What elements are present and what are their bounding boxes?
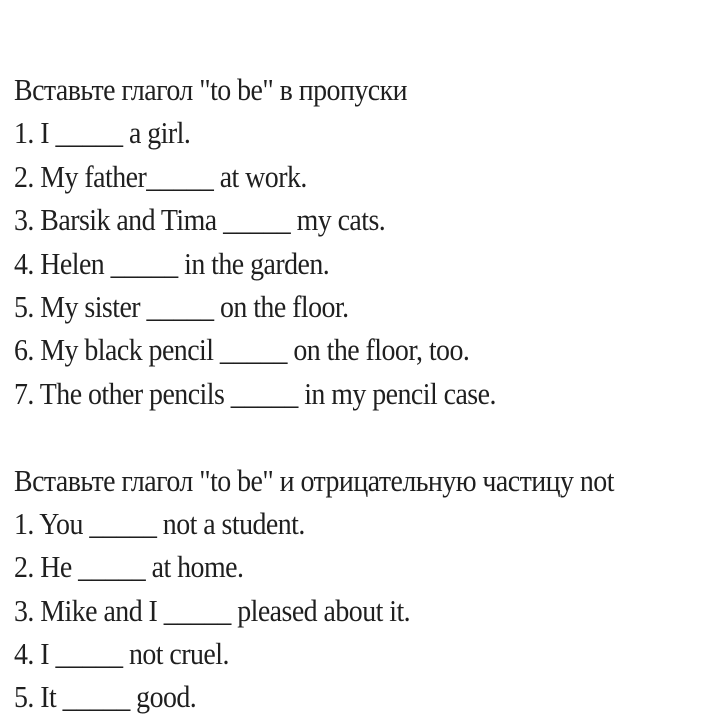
exercise-1-item-3: 3. Barsik and Tima _____ my cats. xyxy=(14,202,386,238)
exercise-2-item-5: 5. It _____ good. xyxy=(14,679,197,715)
exercise-sheet xyxy=(14,68,714,719)
exercise-section-2 xyxy=(14,459,714,719)
exercise-1-item-1: 1. I _____ a girl. xyxy=(14,115,191,151)
section-2-heading: Вставьте глагол "to be" и отрицательную частицу not xyxy=(14,462,614,498)
exercise-2-item-3: 3. Mike and I _____ pleased about it. xyxy=(14,592,411,628)
exercise-1-item-2: 2. My father_____ at work. xyxy=(14,158,307,194)
section-spacer xyxy=(14,415,714,458)
exercise-1-item-4: 4. Helen _____ in the garden. xyxy=(14,245,330,281)
exercise-2-item-4: 4. I _____ not cruel. xyxy=(14,636,229,672)
exercise-1-item-6: 6. My black pencil _____ on the floor, too. xyxy=(14,332,470,368)
exercise-2-item-1: 1. You _____ not a student. xyxy=(14,505,305,541)
section-1-heading: Вставьте глагол "to be" в пропуски xyxy=(14,72,407,107)
exercise-section-1 xyxy=(14,68,714,415)
exercise-1-item-7: 7. The other pencils _____ in my pencil case. xyxy=(14,375,496,411)
exercise-1-item-5: 5. My sister _____ on the floor. xyxy=(14,288,349,324)
exercise-2-item-2: 2. He _____ at home. xyxy=(14,549,244,585)
